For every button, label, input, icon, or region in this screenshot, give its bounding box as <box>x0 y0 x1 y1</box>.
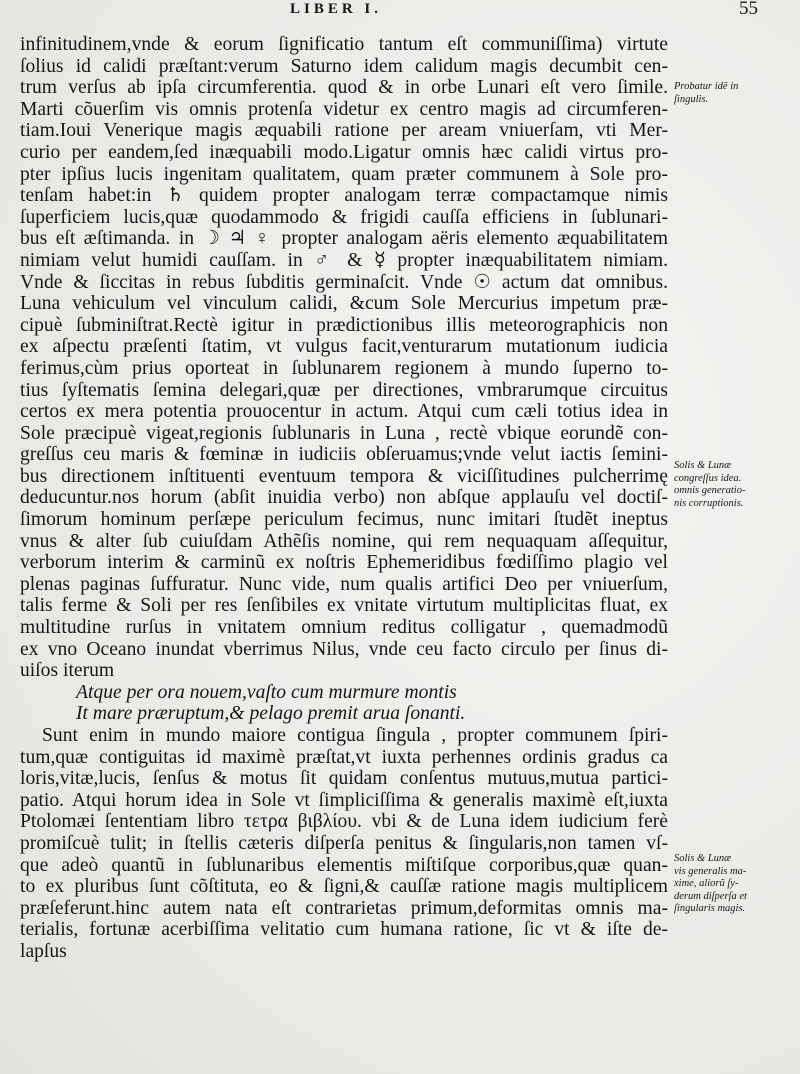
text-line: tenſam habet:in ♄ quidem propter analogam terræ compactamque nimis <box>20 185 668 207</box>
text-line: Vnde & ſiccitas in rebus ſubditis germinaſcit. Vnde ☉ actum dat omnibus. <box>20 271 668 293</box>
main-text-block <box>20 34 668 963</box>
text-line: pter ipſius lucis ingenitam qualitatem, quam præter communem à Sole pro- <box>20 163 668 185</box>
text-line: uiſos iterum <box>20 660 115 682</box>
margin-note-line: congreſſus idea. <box>674 472 742 484</box>
text-line: curio per eandem,ſed inæquabili modo.Ligatur omnis hæc calidi virtus pro- <box>20 141 668 163</box>
margin-note-line: Solis & Lunæ <box>674 853 732 864</box>
running-head: LIBER I. <box>290 1 383 17</box>
text-line: tiam.Ioui Venerique magis æquabili ratione per aream vniuerſam, vti Mer- <box>20 120 668 142</box>
text-line: vnus & alter ſub cuiuſdam Athẽſis nomine, qui rem nequaquam aſſequitur, <box>20 530 668 552</box>
margin-note-3 <box>674 853 794 916</box>
text-line: greſſus ceu maris & fœminæ in iudiciis obſeruamus;vnde velut iactis ſemini- <box>20 444 668 466</box>
text-line: to ex pluribus ſunt cõſtituta, eo & ſigni,& cauſſæ ratione magis multiplicem <box>20 876 668 898</box>
paragraph-2 <box>20 725 668 963</box>
text-line: Luna vehiculum vel vinculum calidi, &cum Sole Mercurius impetum præ- <box>20 293 668 315</box>
text-line: talis ferme & Soli per res ſenſibiles ex vnitate virtutum multiplicitas fluat, ex <box>20 595 668 617</box>
text-line: Ptolomæi ſententiam libro τετρα βιβλίου. vbi & de Luna idem iudicium ferè <box>20 811 668 833</box>
text-line: terialis, fortunæ acerbiſſima velitatio cum humana ratione, ſic vt & iſte de- <box>20 919 668 941</box>
text-line: ex vno Oceano inundat vberrimus Nilus, vnde ceu facto circulo per ſinus di- <box>20 638 668 660</box>
page-number: 55 <box>739 0 758 19</box>
margin-note-line: vis generalis ma- <box>674 865 747 877</box>
text-line: ſuperficiem lucis,quæ quodammodo & frigidi cauſſa efficiens in ſublunari- <box>20 206 668 228</box>
margin-note-line: xime, aliorũ ſy- <box>674 878 739 889</box>
margin-note-2 <box>674 460 794 510</box>
text-line: verborum interim & carminũ ex noſtris Ephemeridibus fœdiſſimo plagio vel <box>20 552 668 574</box>
text-line: certos ex mera potentia prouocentur in actum. Atqui cum cæli totius idea in <box>20 401 668 423</box>
text-line: ſimorum hominum perſæpe periculum fecimus, nunc imitari ſtudẽt ineptus <box>20 509 668 531</box>
margin-note-line: omnis generatio- <box>674 485 746 496</box>
margin-note-line: nis corruptionis. <box>674 497 744 509</box>
text-line: tum,quæ contiguitas id maximè præſtat,vt iuxta perhennes ordinis gradus ca <box>20 746 668 768</box>
text-line: ex aſpectu præſenti ſtatim, vt vulgus facit,venturarum mutationum iudicia <box>20 336 668 358</box>
text-line: ſolius id calidi præſtant:verum Saturno idem calidum magis decumbit cen- <box>20 55 668 77</box>
text-line: bus eſt æſtimanda. in ☽ ♃ ♀ propter analogam aëris elemento æquabilitatem <box>20 228 668 250</box>
text-line: promiſcuè tulit; in ſtellis cæteris diſperſa penitus & ſingularis,non tamen vſ- <box>20 832 668 854</box>
text-line: cipuè ſubminiſtrat.Rectè igitur in prædictionibus illis meteorographicis non <box>20 314 668 336</box>
paragraph-1 <box>20 34 668 682</box>
text-line: It mare præruptum,& pelago premit arua ſonanti. <box>76 703 466 725</box>
text-line: ferimus,cùm prius oporteat in ſublunarem regionem à mundo ſuperno to- <box>20 357 668 379</box>
margin-note-line: derum diſperſa et <box>674 890 747 902</box>
text-line: deducuntur.nos horum (abſit inuidia verbo) non abſque applauſu vel doctiſ- <box>20 487 668 509</box>
text-line: que adeò quantũ in ſublunaribus elementis miſtiſque corporibus,quæ quan- <box>20 854 668 876</box>
margin-note-line: ſingulis. <box>674 93 709 105</box>
text-line: nimiam velut humidi cauſſam. in ♂ & ☿ propter inæquabilitatem nimiam. <box>20 249 668 271</box>
verse-quotation <box>20 682 668 725</box>
text-line: Atque per ora nouem,vaſto cum murmure montis <box>76 681 457 703</box>
text-line: patio. Atqui horum idea in Sole vt ſimpliciſſima & generalis maximè eſt,iuxta <box>20 789 668 811</box>
text-line: bus directionem inſtituenti eventuum tempora & viciſſitudines pulcherrimę <box>20 465 668 487</box>
text-line: Sole præcipuè vigeat,regionis ſublunaris in Luna , rectè vbique eorundẽ con- <box>20 422 668 444</box>
margin-note-1 <box>674 81 794 106</box>
text-line: plenas paginas ſuffuratur. Nunc vide, num qualis artifici Deo per vniuerſum, <box>20 573 668 595</box>
margin-note-line: Probatur idẽ in <box>674 81 739 92</box>
text-line: præſeferunt.hinc autem nata eſt contrarietas primum,deformitas omnis ma- <box>20 897 668 919</box>
text-line: tius ſyſtematis ſemina delegari,quæ per directiones, vmbrarumque circuitus <box>20 379 668 401</box>
text-line: lapſus <box>20 940 67 962</box>
text-line: Sunt enim in mundo maiore contigua ſingula , propter communem ſpiri- <box>42 725 668 746</box>
margin-note-line: Solis & Lunæ <box>674 460 732 471</box>
text-line: infinitudinem,vnde & eorum ſignificatio tantum eſt communiſſima) virtute <box>20 34 668 55</box>
margin-note-line: ſingularis magis. <box>674 903 746 914</box>
text-line: trum verſus ab ipſa circumferentia. quod & in orbe Lunari eſt vero ſimile. <box>20 77 668 99</box>
text-line: multitudine rurſus in vnitatem omnium reditus colligatur , quemadmodũ <box>20 617 668 639</box>
text-line: loris,vitæ,lucis, ſenſus & motus ſit quidam conſentus mutuus,mutua partici- <box>20 768 668 790</box>
text-line: Marti cõuerſim vis omnis protenſa videtur ex centro magis ad circumferen- <box>20 98 668 120</box>
